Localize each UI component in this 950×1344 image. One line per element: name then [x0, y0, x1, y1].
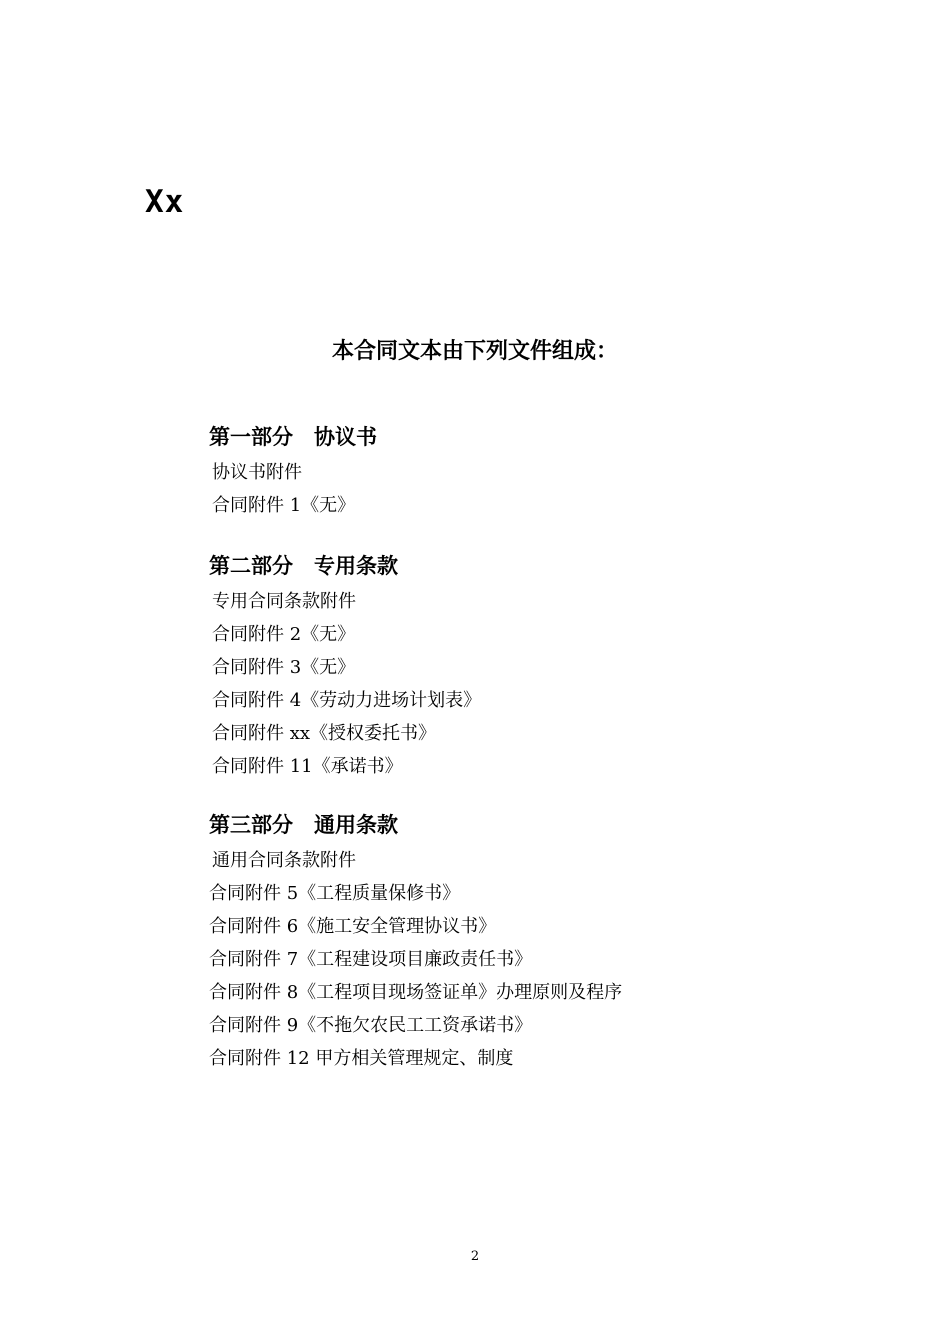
list-item: 合同附件 1《无》 [212, 495, 356, 516]
list-item: 合同附件 xx《授权委托书》 [212, 723, 437, 744]
list-item: 合同附件 9《不拖欠农民工工资承诺书》 [209, 1015, 533, 1036]
list-item: 合同附件 4《劳动力进场计划表》 [212, 690, 482, 711]
page-number: 2 [470, 1249, 480, 1264]
section-special-terms [209, 549, 481, 783]
document-title-text: 本合同文本由下列文件组成： [331, 339, 618, 364]
list-item: 合同附件 2《无》 [212, 624, 356, 645]
list-item: 合同附件 12 甲方相关管理规定、制度 [209, 1048, 514, 1069]
list-item: 合同附件 3《无》 [212, 657, 356, 678]
section-general-terms [209, 808, 622, 1075]
list-item: 合同附件 5《工程质量保修书》 [209, 883, 461, 904]
list-item: 合同附件 7《工程建设项目廉政责任书》 [209, 949, 533, 970]
list-item: 专用合同条款附件 [212, 591, 356, 612]
section-agreement [209, 420, 377, 522]
section-heading: 第一部分 协议书 [209, 425, 377, 449]
list-item: 合同附件 8《工程项目现场签证单》办理原则及程序 [209, 982, 623, 1003]
list-item: 合同附件 6《施工安全管理协议书》 [209, 916, 497, 937]
section-heading: 第二部分 专用条款 [209, 554, 398, 578]
section-heading: 第三部分 通用条款 [209, 813, 398, 837]
list-item: 通用合同条款附件 [212, 850, 356, 871]
list-item: 合同附件 11《承诺书》 [212, 756, 403, 777]
document-mark: Xx [145, 184, 185, 220]
list-item: 协议书附件 [212, 462, 302, 483]
document-title [0, 334, 950, 370]
